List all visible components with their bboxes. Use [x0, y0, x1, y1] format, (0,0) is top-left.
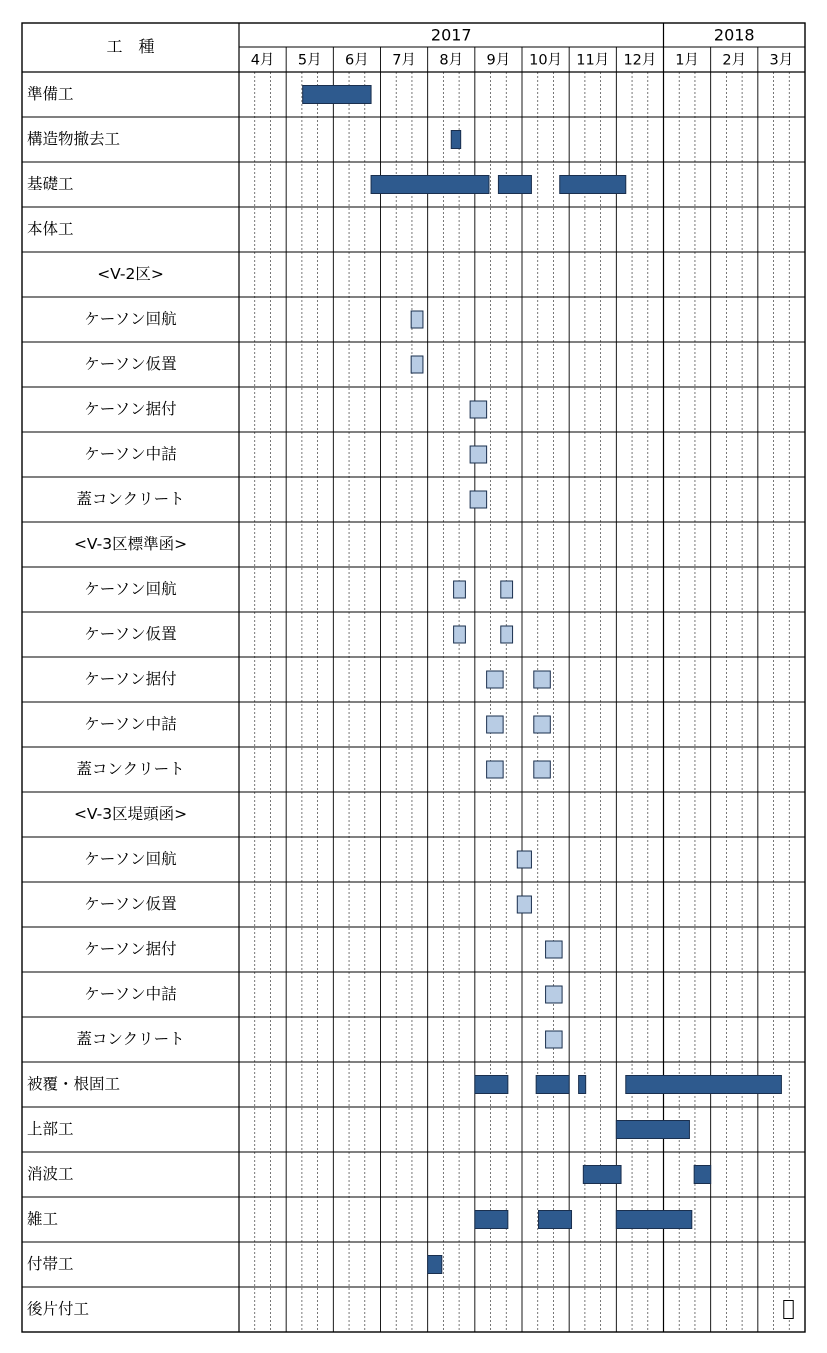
schedule-bar — [487, 671, 504, 688]
schedule-bar — [498, 176, 531, 194]
month-label: 9月 — [486, 52, 511, 69]
schedule-bar — [371, 176, 489, 194]
schedule-bar — [475, 1076, 508, 1094]
task-label: 準備工 — [27, 85, 74, 103]
schedule-bar — [784, 1301, 793, 1319]
task-label: <V-3区堤頭函> — [73, 805, 188, 823]
schedule-bar — [517, 851, 531, 868]
task-column-header: 工 種 — [106, 37, 155, 56]
schedule-bar — [534, 716, 551, 733]
year-label: 2018 — [713, 25, 755, 45]
schedule-bar — [626, 1076, 782, 1094]
month-label: 5月 — [297, 52, 322, 69]
schedule-bar — [303, 86, 371, 104]
schedule-bar — [546, 941, 563, 958]
month-label: 8月 — [439, 52, 464, 69]
schedule-bar — [534, 671, 551, 688]
task-label: 本体工 — [27, 220, 74, 238]
schedule-bar — [470, 401, 487, 418]
task-label: ケーソン据付 — [84, 940, 177, 958]
schedule-bar — [470, 491, 487, 508]
task-label: 雑工 — [27, 1210, 59, 1228]
task-label: 蓋コンクリート — [76, 1030, 185, 1048]
task-label: 消波工 — [27, 1165, 74, 1183]
schedule-bar — [517, 896, 531, 913]
schedule-bar — [694, 1166, 711, 1184]
task-label: ケーソン仮置 — [84, 625, 177, 643]
schedule-bar — [546, 986, 563, 1003]
month-label: 6月 — [345, 52, 369, 69]
task-label: 被覆・根固工 — [27, 1075, 121, 1093]
schedule-bar — [487, 716, 504, 733]
schedule-bar — [428, 1256, 442, 1274]
month-label: 10月 — [529, 52, 563, 69]
task-label: 蓋コンクリート — [76, 760, 185, 778]
task-label: ケーソン中詰 — [84, 715, 177, 733]
schedule-bar — [616, 1211, 691, 1229]
month-label: 12月 — [623, 52, 657, 69]
schedule-bar — [583, 1166, 621, 1184]
task-label: 基礎工 — [27, 175, 74, 193]
task-label: 上部工 — [27, 1120, 74, 1138]
task-label: ケーソン据付 — [84, 400, 177, 418]
schedule-bar — [454, 626, 466, 643]
task-label: 付帯工 — [27, 1255, 74, 1273]
task-label: 構造物撤去工 — [27, 130, 121, 148]
task-label: ケーソン回航 — [84, 850, 177, 868]
task-label: ケーソン仮置 — [84, 895, 177, 913]
schedule-bar — [411, 311, 423, 328]
task-label: <V-2区> — [97, 265, 164, 283]
schedule-bar — [411, 356, 423, 373]
schedule-bar — [501, 581, 513, 598]
year-label: 2017 — [430, 25, 472, 45]
task-label: ケーソン中詰 — [84, 445, 177, 463]
task-label: <V-3区標準函> — [73, 535, 188, 553]
task-label: 後片付工 — [27, 1300, 90, 1318]
month-label: 1月 — [675, 52, 699, 69]
task-label: ケーソン据付 — [84, 670, 177, 688]
month-label: 7月 — [392, 52, 416, 69]
schedule-bar — [539, 1211, 572, 1229]
month-label: 11月 — [576, 52, 610, 69]
schedule-bar — [487, 761, 504, 778]
schedule-bar — [451, 131, 460, 149]
schedule-bar — [560, 176, 626, 194]
task-label: 蓋コンクリート — [76, 490, 185, 508]
schedule-bar — [475, 1211, 508, 1229]
schedule-bar — [534, 761, 551, 778]
task-label: ケーソン中詰 — [84, 985, 177, 1003]
schedule-bar — [454, 581, 466, 598]
task-label: ケーソン仮置 — [84, 355, 177, 373]
schedule-bar — [501, 626, 513, 643]
month-label: 3月 — [769, 52, 794, 69]
task-label: ケーソン回航 — [84, 580, 177, 598]
task-label: ケーソン回航 — [84, 310, 177, 328]
schedule-bar — [616, 1121, 689, 1139]
schedule-bar — [579, 1076, 586, 1094]
month-label: 2月 — [722, 52, 747, 69]
schedule-bar — [470, 446, 487, 463]
schedule-bar — [536, 1076, 569, 1094]
month-label: 4月 — [250, 52, 275, 69]
schedule-bar — [546, 1031, 563, 1048]
